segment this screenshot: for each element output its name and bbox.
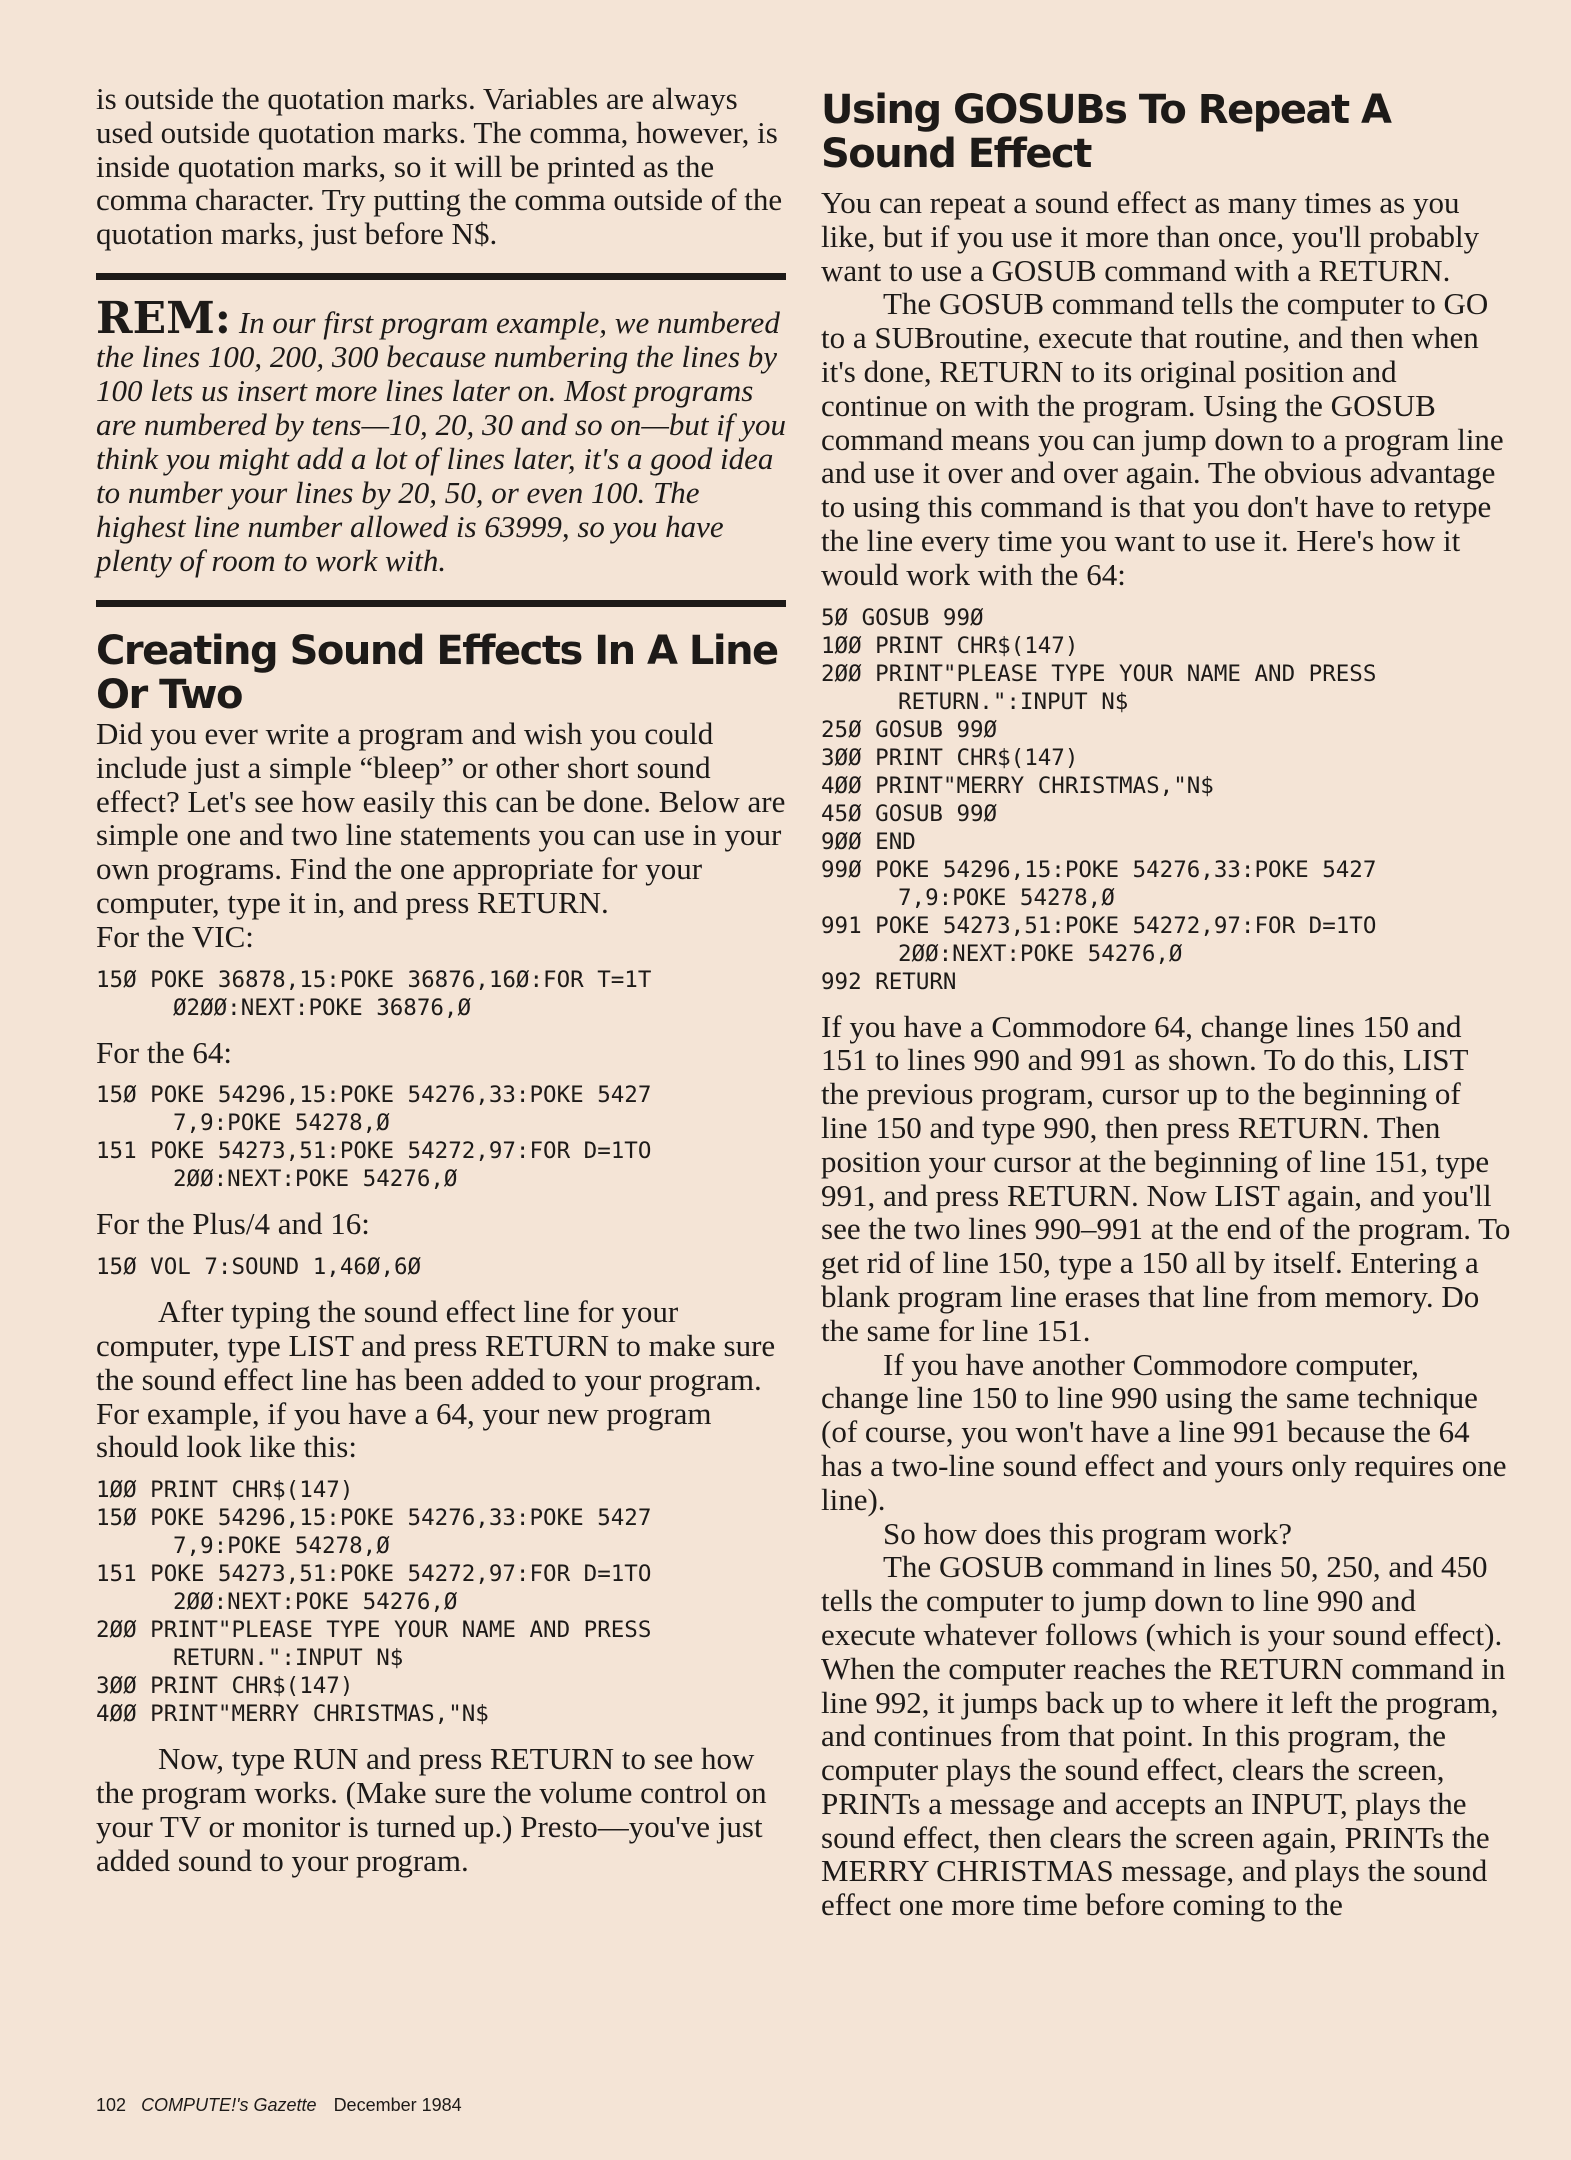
code-line: 45Ø GOSUB 99Ø	[821, 800, 998, 827]
rem-sidebar	[96, 292, 786, 578]
label-plus4: For the Plus/4 and 16:	[96, 1206, 370, 1242]
code-line: 99Ø POKE 54296,15:POKE 54276,33:POKE 5427 7,9:POKE 54278,Ø	[821, 856, 1377, 911]
paragraph: Did you ever write a program and wish you could include just a simple “bleep” or other short sound effect? Let's see how easily this can be done. Below are simple one and two line statements you can use in your own programs. Find the one appropriate for your computer, type it in, and press RETURN.	[96, 715, 786, 920]
code-line: 4ØØ PRINT"MERRY CHRISTMAS,"N$	[96, 1701, 489, 1728]
section-heading-gosubs: Using GOSUBs To Repeat A Sound Effect	[821, 87, 1391, 177]
label-64: For the 64:	[96, 1034, 233, 1070]
intro-paragraph: is outside the quotation marks. Variables are always used outside quotation marks. The comma, however, is inside quotation marks, so it will be printed as the comma character. Try putting the comma outside of the quotation marks, just before N$.	[96, 81, 783, 252]
page-number: 102	[96, 2095, 127, 2115]
code-line: 15Ø VOL 7:SOUND 1,46Ø,6Ø	[96, 1254, 422, 1281]
code-line: 151 POKE 54273,51:POKE 54272,97:FOR D=1TO 2ØØ:NEXT:POKE 54276,Ø	[96, 1561, 652, 1616]
paragraph: So how does this program work?	[883, 1515, 1292, 1551]
paragraph: The GOSUB command tells the computer to GO to a SUBroutine, execute that routine, and then when it's done, RETURN to its original position and continue on with the program. Using the GOSUB command means you can jump down to a program line and use it over and over again. The obvious advantage to using this command is that you don't have to retype the line every time you want to use it. Here's how it would work with the 64:	[821, 286, 1504, 592]
paragraph: You can repeat a sound effect as many times as you like, but if you use it more than once, you'll probably want to use a GOSUB command with a RETURN.	[821, 185, 1480, 288]
code-line: 25Ø GOSUB 99Ø	[821, 716, 998, 743]
rem-text: In our first program example, we numbered the lines 100, 200, 300 because numbering the lines by 100 lets us insert more lines later on. Most programs are numbered by tens—10, 20, 30 and so on—but if you think you might add a lot of lines later, it's a good idea to number your lines by 20, 50, or even 100. The highest line number allowed is 63999, so you have plenty of room to work with.	[96, 304, 786, 578]
magazine-title: COMPUTE!'s Gazette	[141, 2095, 317, 2115]
left-column	[96, 82, 786, 1877]
code-line: 4ØØ PRINT"MERRY CHRISTMAS,"N$	[821, 772, 1214, 799]
code-line: 15Ø POKE 54296,15:POKE 54276,33:POKE 5427 7,9:POKE 54278,Ø	[96, 1082, 652, 1137]
code-listing-full-program	[96, 1476, 786, 1728]
code-line: 15Ø POKE 36878,15:POKE 36876,16Ø:FOR T=1T Ø2ØØ:NEXT:POKE 36876,Ø	[96, 966, 652, 1021]
section-heading-sound-effects: Creating Sound Effects In A Line Or Two	[96, 627, 778, 718]
paragraph: If you have a Commodore 64, change lines 150 and 151 to lines 990 and 991 as shown. To do this, LIST the previous program, cursor up to the beginning of line 150 and type 990, then press RETURN. Then position your cursor at the beginning of line 151, type 991, and press RETURN. Now LIST again, and you'll see the two lines 990–991 at the end of the program. To get rid of line 150, type a 150 all by itself. Entering a blank program line erases that line from memory. Do the same for line 151.	[821, 1008, 1511, 1348]
divider-top	[96, 273, 786, 280]
paragraph: After typing the sound effect line for your computer, type LIST and press RETURN to make sure the sound effect line has been added to your program. For example, if you have a 64, your new program should look like this:	[96, 1294, 776, 1465]
code-line: 992 RETURN	[821, 968, 957, 995]
issue-date: December 1984	[333, 2095, 462, 2115]
right-column	[821, 82, 1511, 1922]
code-line: 151 POKE 54273,51:POKE 54272,97:FOR D=1TO 2ØØ:NEXT:POKE 54276,Ø	[96, 1138, 652, 1193]
label-vic: For the VIC:	[96, 918, 254, 954]
page-footer	[96, 2095, 462, 2116]
paragraph: If you have another Commodore computer, change line 150 to line 990 using the same technique (of course, you won't have a line 991 because the 64 has a two-line sound effect and yours only requires one line).	[821, 1346, 1507, 1517]
rem-label: REM:	[96, 292, 232, 344]
code-line: 9ØØ END	[821, 828, 916, 855]
code-line: 1ØØ PRINT CHR$(147)	[821, 632, 1079, 659]
divider-bottom	[96, 600, 786, 607]
paragraph: The GOSUB command in lines 50, 250, and 450 tells the computer to jump down to line 990 and execute whatever follows (which is your sound effect). When the computer reaches the RETURN command in line 992, it jumps back up to where it left the program, and continues from that point. In this program, the computer plays the sound effect, clears the screen, PRINTs a message and accepts an INPUT, plays the sound effect, then clears the screen again, PRINTs the MERRY CHRISTMAS message, and plays the sound effect one more time before coming to the	[821, 1549, 1506, 1923]
code-line: 15Ø POKE 54296,15:POKE 54276,33:POKE 5427 7,9:POKE 54278,Ø	[96, 1505, 652, 1560]
code-listing-plus4	[96, 1253, 786, 1281]
code-line: 3ØØ PRINT CHR$(147)	[96, 1673, 354, 1700]
code-line: 2ØØ PRINT"PLEASE TYPE YOUR NAME AND PRESS RETURN.":INPUT N$	[96, 1617, 652, 1672]
code-listing-gosub	[821, 604, 1511, 996]
paragraph: Now, type RUN and press RETURN to see how the program works. (Make sure the volume control on your TV or monitor is turned up.) Presto—you've just added sound to your program.	[96, 1741, 767, 1878]
code-listing-vic	[96, 966, 786, 1022]
code-line: 1ØØ PRINT CHR$(147)	[96, 1477, 354, 1504]
code-line: 2ØØ PRINT"PLEASE TYPE YOUR NAME AND PRESS RETURN.":INPUT N$	[821, 660, 1377, 715]
code-line: 3ØØ PRINT CHR$(147)	[821, 744, 1079, 771]
code-line: 991 POKE 54273,51:POKE 54272,97:FOR D=1TO 2ØØ:NEXT:POKE 54276,Ø	[821, 912, 1377, 967]
code-line: 5Ø GOSUB 99Ø	[821, 604, 984, 631]
code-listing-64	[96, 1081, 786, 1193]
